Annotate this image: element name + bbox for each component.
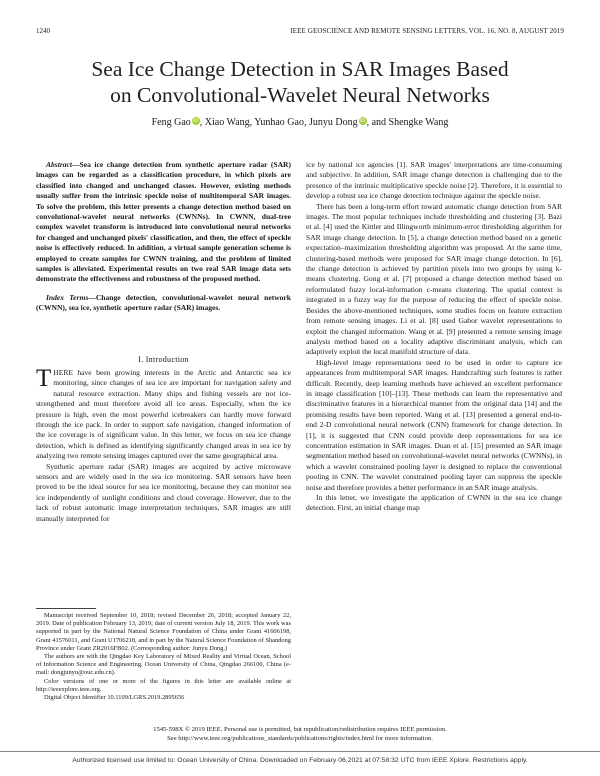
running-header: IEEE GEOSCIENCE AND REMOTE SENSING LETTERS, VOL. 16, NO. 8, AUGUST 2019 — [290, 27, 564, 35]
authors-last: , and Shengke Wang — [366, 117, 449, 128]
author-1: Feng Gao — [151, 117, 191, 128]
introduction-body — [36, 365, 291, 524]
license-banner: Authorized licensed use limited to: Ocean University of China. Downloaded on February 06,2021 at 07:58:32 UTC from IEEE Xplore. Restrictions apply. — [72, 757, 528, 764]
footnote-manuscript: Manuscript received September 10, 2018; revised December 26, 2018; accepted January 22, 2019. Date of publication February 13, 2019; date of current version July 18, 2019. This work was supported in part by the National Natural Science Foundation of China under Grant 41606198, Grant 41576011, and Grant U1706218, and in part by the Natural Science Foundation of Shandong Province under Grant ZR2016FB02. (Corresponding author: Junyu Dong.) — [36, 612, 291, 652]
bottom-divider — [0, 751, 600, 752]
section-heading: I. Introduction — [138, 355, 189, 364]
orcid-icon[interactable]: iD — [193, 118, 199, 124]
title-line-1: Sea Ice Change Detection in SAR Images Based — [91, 57, 509, 81]
footnote-affiliation: The authors are with the Qingdao Key Laboratory of Mixed Reality and Virtual Ocean, School of Information Science and Engineering, Ocean University of China, Qingdao 266100, China (e-mail: dongjunyu@ouc.edu.cn). — [36, 653, 291, 677]
right-column — [306, 160, 562, 514]
orcid-icon[interactable]: iD — [359, 118, 366, 124]
drop-cap: T — [36, 365, 52, 392]
intro-paragraph-2: Synthetic aperture radar (SAR) images are acquired by active microwave sensors and are widely used in the sea ice monitoring. SAR sensors have been proved to be the ideal source for sea ice monitoring, because they can monitor sea ice independently of sunlight conditions and cloud coverage. However, due to the lack of robust automatic image interpretation techniques, SAR images are still manually interpreted for — [36, 461, 291, 523]
abstract — [36, 160, 291, 285]
index-terms — [36, 293, 291, 314]
right-paragraph-4: In this letter, we investigate the application of CWNN in the sea ice change detection. First, an initial change map — [306, 493, 562, 513]
copyright-notice — [36, 725, 564, 743]
copyright-line-1: 1545-598X © 2019 IEEE. Personal use is permitted, but republication/redistribution requires IEEE permission. — [153, 726, 447, 733]
abstract-lead: Abstract — [46, 160, 72, 169]
right-paragraph-1: ice by national ice agencies [1]. SAR images' interpretations are time-consuming and subjective. In addition, SAR image change detection is challenging due to the presence of the intrinsic multiplicative speckle noise [2]. Therefore, it is essential to develop a robust sea ice change detection technique against the speckle noise. — [306, 160, 562, 201]
footnote-color: Color versions of one or more of the figures in this letter are available online at http://ieeexplore.ieee.org. — [36, 677, 291, 693]
footnotes — [36, 612, 291, 702]
right-paragraph-3: High-level image representations need to be used in order to capture ice appearances from multitemporal SAR images. Handcrafting such features is rather difficult. Recently, deep learning methods have achieved an excellent performance in image classification [10]–[13]. These methods can learn the representative and discriminative features in a hierarchical manner from the original data [14] and the promising results have been reported. Wang et al. [13] presented a general end-to-end 2-D convolutional neural network (CNN) framework for change detection. In [1], it is suggested that CNN could provide deep representations for sea ice concentration estimation in SAR images. Duan et al. [15] presented an SAR image segmentation method based on convolutional-wavelet neural networks (CWNNs), in which a wavelet constrained pooling layer is designed to replace the conventional pooling in CNN. The wavelet constrained pooling layer can suppress the speckle noise and therefore provides a better performance in an SAR image analysis. — [306, 357, 562, 492]
index-terms-lead: Index Terms — [46, 293, 89, 302]
footnote-doi: Digital Object Identifier 10.1109/LGRS.2019.2895656 — [44, 694, 185, 702]
index-terms-text: —Change detection, convolutional-wavelet neural network (CWNN), sea ice, synthetic aperture radar (SAR) images. — [36, 293, 291, 313]
footnote-divider — [36, 608, 96, 609]
author-list — [30, 117, 570, 128]
paper-title — [30, 56, 570, 108]
intro-paragraph-1: HERE have been growing interests in the Arctic and Antarctic sea ice monitoring, since changes of sea ice are important for navigation safety and natural resource extraction. Many ships and fishing vessels are not ice-strengthened and must therefore avoid all ice areas. Especially, when the ice pressure is high, even the most powerful icebreakers can hardly move forward through the ice pack. In order to support safe navigation, changed information of the ice coverage is of significant value. In this letter, we focus on sea ice change detection, which is defined as identifying significantly changed areas in sea ice by analyzing two remote sensing images captured over the same geographical area. — [36, 368, 291, 461]
abstract-text: —Sea ice change detection from synthetic aperture radar (SAR) images can be regarded as a classification procedure, in which pixels are classified into changed and unchanged classes. However, existing methods usually suffer from the intrinsic speckle noise of multitemporal SAR images. To solve the problem, this letter presents a change detection method based on convolutional-wavelet neural networks (CWNNs). In CWNN, dual-tree complex wavelet transform is introduced into convolutional neural networks for changed and unchanged pixels' classification, and then, the effect of speckle noise is effectively reduced. In addition, a virtual sample generation scheme is employed to create samples for CWNN training, and the problem of limited samples is alleviated. Experimental results on two real SAR image data sets demonstrate the effectiveness and robustness of the proposed method. — [36, 160, 291, 284]
copyright-line-2: See http://www.ieee.org/publications_standards/publications/rights/index.html for more information. — [167, 735, 433, 742]
right-paragraph-2: There has been a long-term effort toward automatic change detection from SAR images. The most popular techniques include thresholding and clustering [3]. Bazi et al. [4] used the Kittler and Illingworth minimum-error thresholding algorithm for SAR image change detection. In [5], a change detection method based on a genetic expectation–maximization thresholding algorithm was proposed. At the same time, clustering-based methods were proposed for SAR image change detection. In [6], the change detection is achieved by partition pixels into two groups by using k-means clustering. Gong et al. [7] proposed a change detection method based on reformulated fuzzy local-information c-means clustering. The spatial context is integrated in a fuzzy way for the purpose of reducing the effect of speckle noise. Besides the above-mentioned techniques, some studies focus on feature extraction from remote sensing images. Li et al. [8] used Gabor wavelet representations to exploit the changed information. Wang et al. [9] presented a remote sensing image analysis method based on a locality adaptive discriminant analysis, which can adaptively exploit the local manifold structure of data. — [306, 201, 562, 357]
page-number: 1240 — [36, 27, 50, 35]
authors-middle: , Xiao Wang, Yunhao Gao, Junyu Dong — [199, 117, 358, 128]
title-line-2: on Convolutional-Wavelet Neural Networks — [110, 83, 490, 107]
